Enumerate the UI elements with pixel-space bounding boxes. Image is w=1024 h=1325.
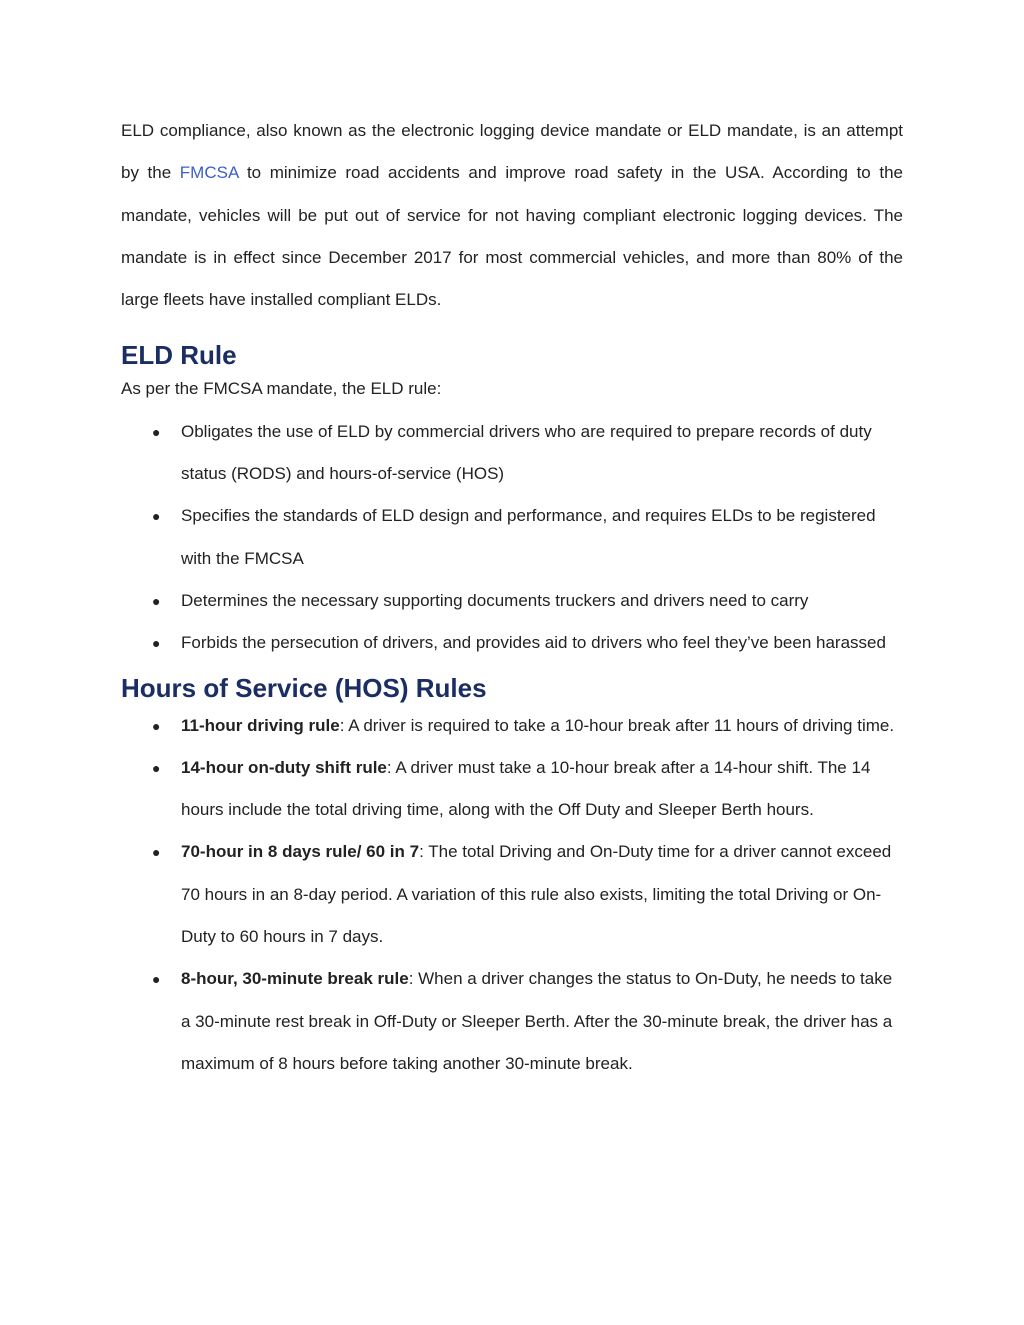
eld-rule-item [121, 580, 903, 622]
bullet-icon: ● [152, 717, 161, 734]
bullet-icon: ● [152, 423, 161, 440]
intro-text-end: to minimize road accidents and improve road safety in the USA. According to the mandate, vehicles will be put out of service for not having compliant electronic logging devices. The mandate is in effect since December 2017 for most commercial vehicles, and more than 80% of the large fleets have installed compliant ELDs. [121, 163, 903, 310]
intro-paragraph [121, 110, 903, 321]
eld-rule-item [121, 622, 903, 664]
eld-rule-heading: ELD Rule [121, 340, 237, 371]
bullet-icon: ● [152, 844, 161, 861]
hos-rule-text: : A driver must take a 10-hour break after a 14-hour shift. The 14 hours include the total driving time, along with the Off Duty and Sleeper Berth hours. [181, 757, 871, 820]
hos-rule-term: 11-hour driving rule [181, 715, 340, 735]
eld-rule-item [121, 495, 903, 580]
hos-rule-text: : The total Driving and On-Duty time for a driver cannot exceed 70 hours in an 8-day period. A variation of this rule also exists, limiting the total Driving or On-Duty to 60 hours in 7 days. [181, 842, 892, 947]
hos-rules-list [121, 705, 903, 1086]
hos-rule-term: 14-hour on-duty shift rule [181, 757, 387, 777]
hos-rule-term: 70-hour in 8 days rule/ 60 in 7 [181, 842, 420, 862]
eld-rule-item-text: Obligates the use of ELD by commercial drivers who are required to prepare records of duty status (RODS) and hours-of-service (HOS) [181, 421, 872, 484]
hos-rule-text: : A driver is required to take a 10-hour break after 11 hours of driving time. [339, 715, 895, 735]
bullet-icon: ● [152, 592, 161, 609]
bullet-icon: ● [152, 508, 161, 525]
eld-rule-item [121, 411, 903, 496]
intro-text-start: ELD compliance, also known as the electronic logging device mandate or ELD mandate, is an attempt by the [121, 121, 903, 183]
eld-rule-item-text: Specifies the standards of ELD design and performance, and requires ELDs to be registered with the FMCSA [181, 506, 876, 568]
document-page [121, 110, 903, 1085]
eld-rule-list [121, 411, 903, 665]
bullet-icon: ● [152, 635, 161, 652]
eld-rule-item-text: Forbids the persecution of drivers, and provides aid to drivers who feel they’ve been harassed [181, 633, 886, 653]
hos-rule-item [121, 831, 903, 958]
hos-rule-term: 8-hour, 30-minute break rule [181, 969, 409, 989]
bullet-icon: ● [152, 759, 161, 776]
hos-rule-text: : When a driver changes the status to On-Duty, he needs to take a 30-minute rest break in Off-Duty or Sleeper Berth. After the 30-minute break, the driver has a maximum of 8 hours before taking another 30-minute break. [181, 969, 893, 1073]
hos-rule-item [121, 705, 903, 747]
hos-rule-item [121, 747, 903, 832]
eld-rule-item-text: Determines the necessary supporting documents truckers and drivers need to carry [181, 590, 809, 610]
eld-rule-lead: As per the FMCSA mandate, the ELD rule: [121, 379, 442, 399]
hos-rule-item [121, 958, 903, 1085]
hos-rules-heading: Hours of Service (HOS) Rules [121, 672, 487, 703]
fmcsa-link[interactable]: FMCSA [179, 163, 239, 183]
bullet-icon: ● [152, 971, 161, 988]
